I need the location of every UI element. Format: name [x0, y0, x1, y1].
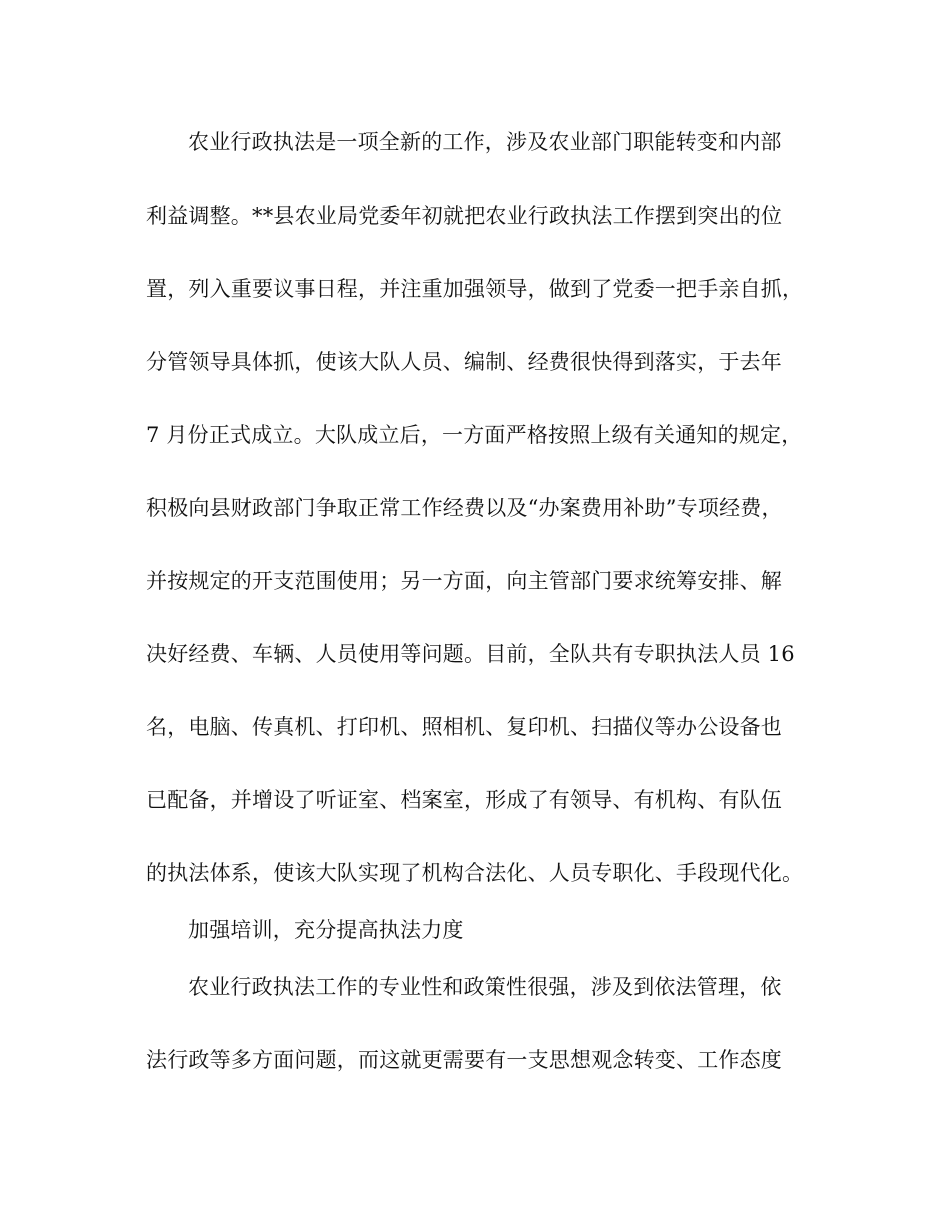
paragraph-line: 农业行政执法工作的专业性和政策性很强，涉及到依法管理，依	[188, 975, 782, 999]
paragraph-line: 置，列入重要议事日程，并注重加强领导，做到了党委一把手亲自抓，	[146, 277, 804, 301]
paragraph-line: 积极向县财政部门争取正常工作经费以及“办案费用补助”专项经费，	[146, 496, 783, 520]
section-heading: 加强培训，充分提高执法力度	[188, 918, 464, 942]
paragraph-line: 7 月份正式成立。大队成立后，一方面严格按照上级有关通知的规定，	[146, 423, 803, 447]
paragraph-line: 名，电脑、传真机、打印机、照相机、复印机、扫描仪等办公设备也	[146, 715, 782, 739]
paragraph-line: 法行政等多方面问题，而这就更需要有一支思想观念转变、工作态度	[146, 1048, 782, 1072]
paragraph-line: 已配备，并增设了听证室、档案室，形成了有领导、有机构、有队伍	[146, 788, 782, 812]
paragraph-line: 分管领导具体抓，使该大队人员、编制、经费很快得到落实，于去年	[146, 350, 782, 374]
paragraph-line: 决好经费、车辆、人员使用等问题。目前，全队共有专职执法人员 16	[146, 642, 795, 666]
paragraph-line: 并按规定的开支范围使用；另一方面，向主管部门要求统筹安排、解	[146, 569, 782, 593]
paragraph-line: 利益调整。**县农业局党委年初就把农业行政执法工作摆到突出的位	[146, 204, 783, 228]
paragraph-line: 的执法体系，使该大队实现了机构合法化、人员专职化、手段现代化。	[146, 861, 804, 885]
paragraph-line: 农业行政执法是一项全新的工作，涉及农业部门职能转变和内部	[188, 130, 782, 154]
